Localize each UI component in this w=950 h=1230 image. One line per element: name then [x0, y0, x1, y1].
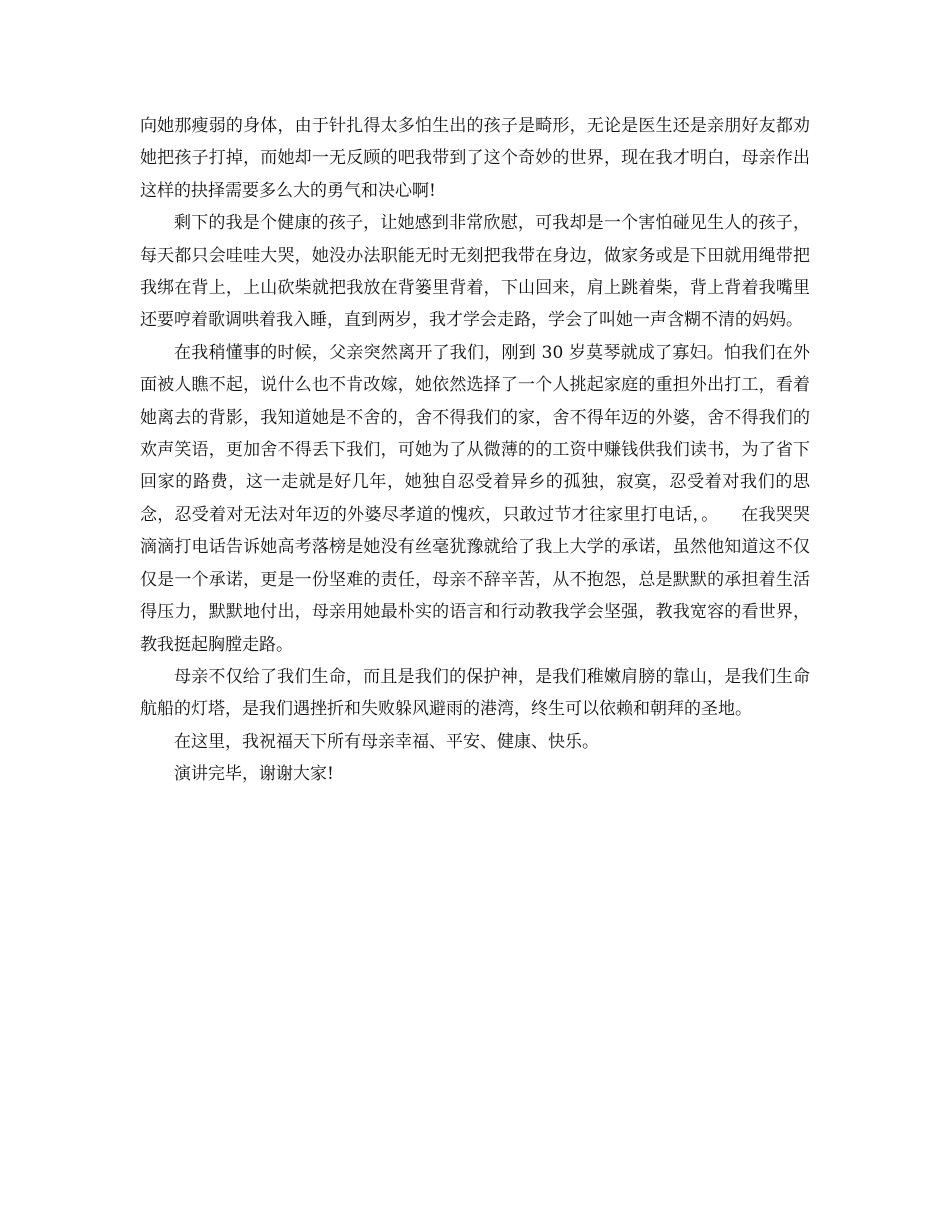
- paragraph-3: 在我稍懂事的时候，父亲突然离开了我们，刚到 30 岁莫琴就成了寡妇。怕我们在外面被人瞧不起，说什么也不肯改嫁，她依然选择了一个人挑起家庭的重担外出打工，看着她离去的背影，我知道她是不舍的，舍不得我们的家，舍不得年迈的外婆，舍不得我们的欢声笑语，更加舍不得丢下我们，可她为了从微薄的的工资中赚钱供我们读书，为了省下回家的路费，这一走就是好几年，她独自忍受着异乡的孤独，寂寞，忍受着对我们的思念，忍受着对无法对年迈的外婆尽孝道的愧疚，只敢过节才往家里打电话，。 在我哭哭滴滴打电话告诉她高考落榜是她没有丝毫犹豫就给了我上大学的承诺，虽然他知道这不仅仅是一个承诺，更是一份坚难的责任，母亲不辞辛苦，从不抱怨，总是默默的承担着生活得压力，默默地付出，母亲用她最朴实的语言和行动教我学会坚强，教我宽容的看世界，教我挺起胸膛走路。: [140, 342, 810, 655]
- paragraph-5: 在这里，我祝福天下所有母亲幸福、平安、健康、快乐。: [174, 731, 599, 752]
- paragraph-6: 演讲完毕，谢谢大家!: [174, 764, 334, 785]
- paragraph-2: 剩下的我是个健康的孩子，让她感到非常欣慰，可我却是一个害怕碰见生人的孩子，每天都只会哇哇大哭，她没办法职能无时无刻把我带在身边，做家务或是下田就用绳带把我绑在背上，上山砍柴就把我放在背篓里背着，下山回来，肩上跳着柴，背上背着我嘴里还要哼着歌调哄着我入睡，直到两岁，我才学会走路，学会了叫她一声含糊不清的妈妈。: [140, 213, 810, 331]
- paragraph-1: 向她那瘦弱的身体，由于针扎得太多怕生出的孩子是畸形，无论是医生还是亲朋好友都劝她把孩子打掉，而她却一无反顾的吧我带到了这个奇妙的世界，现在我才明白，母亲作出这样的抉择需要多么大的勇气和决心啊!: [140, 116, 810, 201]
- paragraph-4: 母亲不仅给了我们生命，而且是我们的保护神，是我们稚嫩肩膀的靠山，是我们生命航船的灯塔，是我们遇挫折和失败躲风避雨的港湾，终生可以依赖和朝拜的圣地。: [140, 666, 810, 720]
